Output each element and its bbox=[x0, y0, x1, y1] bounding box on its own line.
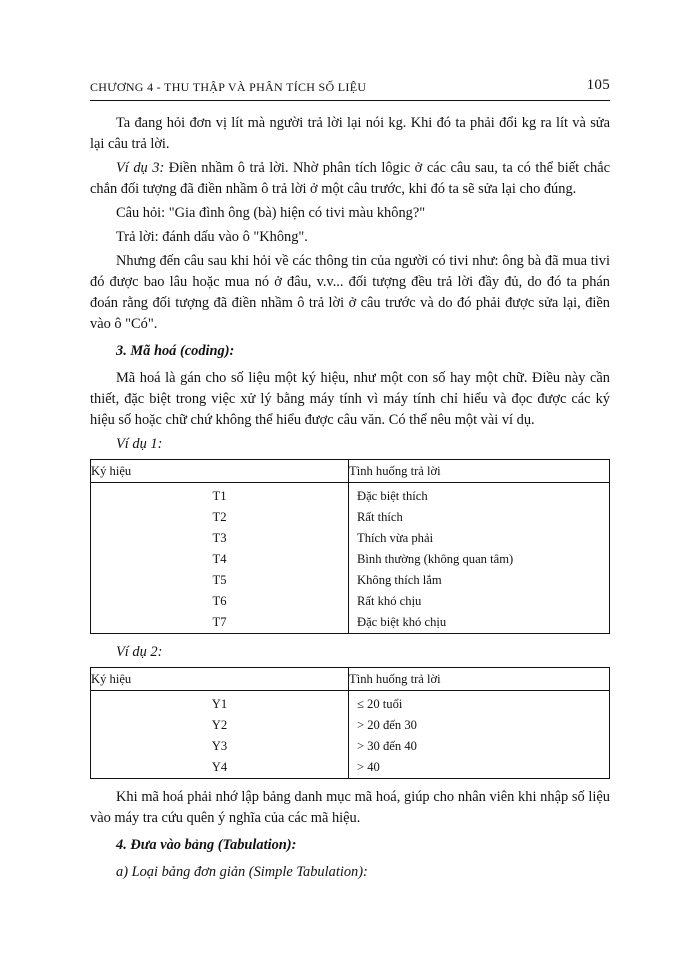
column-header-code: Ký hiệu bbox=[91, 460, 349, 483]
situation-cell: Bình thường (không quan tâm) bbox=[357, 552, 514, 566]
code-cell: T1 bbox=[91, 483, 349, 508]
chapter-title: CHƯƠNG 4 - THU THẬP VÀ PHÂN TÍCH SỐ LIỆU bbox=[90, 80, 367, 94]
example-2-label: Ví dụ 2: bbox=[116, 644, 163, 660]
table-row bbox=[91, 612, 610, 634]
code-cell: Y4 bbox=[91, 757, 349, 779]
column-header-situation: Tình huống trả lời bbox=[349, 668, 610, 691]
situation-cell: Không thích lắm bbox=[357, 573, 442, 587]
table-row bbox=[91, 757, 610, 779]
paragraph-question: Câu hỏi: "Gia đình ông (bà) hiện có tivi màu không?" bbox=[116, 205, 426, 221]
table-header-row bbox=[91, 460, 610, 483]
code-cell: T7 bbox=[91, 612, 349, 634]
code-cell: T5 bbox=[91, 570, 349, 591]
code-cell: T3 bbox=[91, 528, 349, 549]
situation-cell: Thích vừa phải bbox=[357, 531, 434, 545]
section-3-heading: 3. Mã hoá (coding): bbox=[116, 343, 235, 359]
table-row bbox=[91, 715, 610, 736]
code-cell: T4 bbox=[91, 549, 349, 570]
table-row bbox=[91, 507, 610, 528]
example-3-text: Điền nhầm ô trả lời. Nhờ phân tích lôgic ở các câu sau, ta có thể biết chắc chắn đối tượng đã điền nhầm ô trả lời ở một câu trước, khi đó ta sẽ sửa lại cho đúng. bbox=[90, 160, 610, 197]
code-cell: T6 bbox=[91, 591, 349, 612]
example-1-label: Ví dụ 1: bbox=[116, 436, 163, 452]
page-body bbox=[90, 113, 610, 886]
table-row bbox=[91, 591, 610, 612]
situation-cell: > 30 đến 40 bbox=[357, 739, 417, 753]
coding-table-2 bbox=[90, 667, 610, 779]
page-number: 105 bbox=[586, 77, 610, 93]
paragraph-coding-definition: Mã hoá là gán cho số liệu một ký hiệu, như một con số hay một chữ. Điều này cần thiết, đặc biệt trong việc xử lý bằng máy tính vì máy tính chỉ hiểu và đọc được các ký hiệu số hoặc chữ chứ không thể hiểu được câu văn. Có thể nêu một vài ví dụ. bbox=[90, 370, 610, 428]
situation-cell: Rất khó chịu bbox=[357, 594, 422, 608]
code-cell: T2 bbox=[91, 507, 349, 528]
table-row bbox=[91, 570, 610, 591]
situation-cell: Đặc biệt thích bbox=[357, 489, 428, 503]
table-row bbox=[91, 736, 610, 757]
paragraph-answer: Trả lời: đánh dấu vào ô "Không". bbox=[116, 229, 308, 245]
column-header-code: Ký hiệu bbox=[91, 668, 349, 691]
situation-cell: Rất thích bbox=[357, 510, 403, 524]
code-cell: Y1 bbox=[91, 691, 349, 716]
situation-cell: > 40 bbox=[357, 760, 380, 774]
situation-cell: > 20 đến 30 bbox=[357, 718, 417, 732]
code-cell: Y2 bbox=[91, 715, 349, 736]
coding-table-1 bbox=[90, 459, 610, 634]
subsection-a-heading: a) Loại bảng đơn giản (Simple Tabulation): bbox=[116, 864, 368, 880]
code-cell: Y3 bbox=[91, 736, 349, 757]
table-header-row bbox=[91, 668, 610, 691]
table-row bbox=[91, 483, 610, 508]
example-3-label: Ví dụ 3: bbox=[116, 160, 165, 176]
situation-cell: ≤ 20 tuổi bbox=[357, 697, 403, 711]
table-row bbox=[91, 549, 610, 570]
paragraph-coding-note: Khi mã hoá phải nhớ lập bảng danh mục mã hoá, giúp cho nhân viên khi nhập số liệu vào máy tra cứu quên ý nghĩa của các mã hiệu. bbox=[90, 789, 610, 826]
paragraph-example-3 bbox=[90, 158, 610, 200]
header-rule bbox=[90, 100, 610, 101]
section-4-heading: 4. Đưa vào bảng (Tabulation): bbox=[116, 837, 297, 853]
column-header-situation: Tình huống trả lời bbox=[349, 460, 610, 483]
paragraph-unit-conversion: Ta đang hỏi đơn vị lít mà người trả lời lại nói kg. Khi đó ta phải đổi kg ra lít và sửa lại câu trả lời. bbox=[90, 115, 610, 152]
situation-cell: Đặc biệt khó chịu bbox=[357, 615, 447, 629]
table-row bbox=[91, 528, 610, 549]
paragraph-correction: Nhưng đến câu sau khi hỏi về các thông tin của người có tivi như: ông bà đã mua tivi đó được bao lâu hoặc mua nó ở đâu, v.v... đối tượng đều trả lời đầy đủ, do đó ta phán đoán rằng đối tượng đã điền nhầm ô trả lời ở câu trước và do đó phải được sửa lại, điền vào ô "Có". bbox=[90, 253, 610, 332]
table-row bbox=[91, 691, 610, 716]
